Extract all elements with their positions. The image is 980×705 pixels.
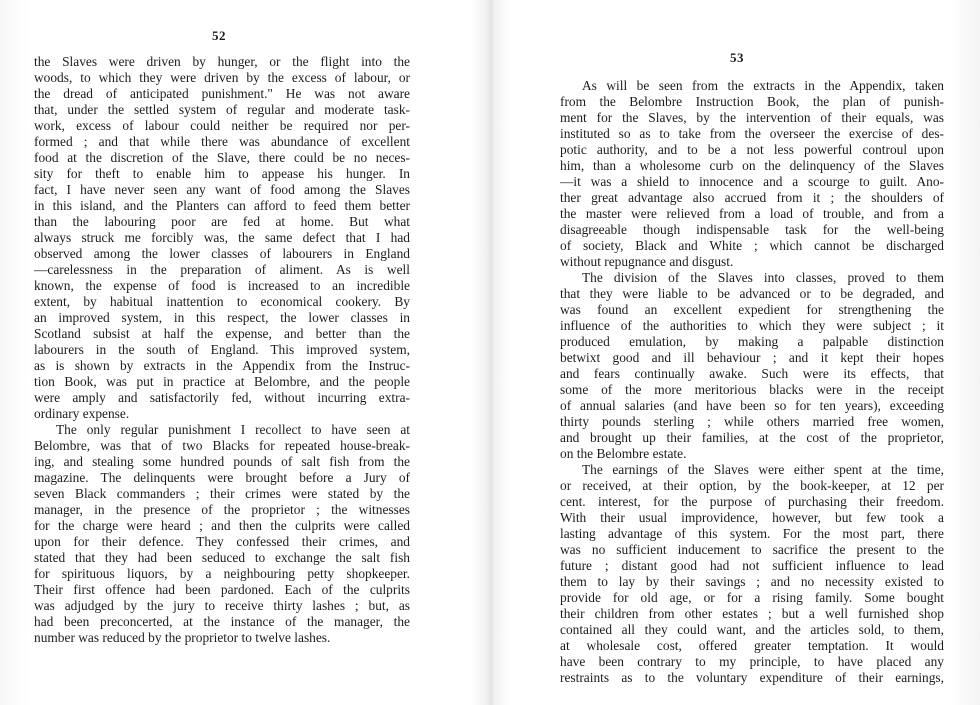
text-line: from the Belombre Instruction Book, the plan of punish- [560,94,944,109]
text-line: for spirituous liquors, by a neighbouring petty shopkeeper. [34,566,410,581]
text-line: them to lay by their savings ; and no necessity existed to [560,574,944,589]
text-line: and brought up their families, at the cost of the proprietor, [560,430,944,445]
text-line: some of the more meritorious blacks were in the receipt [560,382,944,397]
text-line: fact, I have never seen any want of food among the Slaves [34,182,410,197]
text-line: than the labouring poor are fed at home. But what [34,214,410,229]
text-line: food at the discretion of the Slave, there could be no neces- [34,150,410,165]
text-line: that they were liable to be advanced or to be degraded, and [560,286,944,301]
text-line: an improved system, in this respect, the lower classes in [34,310,410,325]
text-line: cent. interest, for the purpose of purchasing their freedom. [560,494,944,509]
text-line: The earnings of the Slaves were either spent at the time, [582,462,944,477]
text-line: have been contrary to my principle, to have placed any [560,654,944,669]
text-line: restraints as to the voluntary expenditure of their earnings, [560,670,944,685]
text-line: the dread of anticipated punishment." He was not aware [34,86,410,101]
text-line: on the Belombre estate. [560,446,687,461]
text-line: the Slaves were driven by hunger, or the flight into the [34,54,410,69]
text-line: magazine. The delinquents were brought before a Jury of [34,470,410,485]
text-line: contained all they could want, and the articles sold, to them, [560,622,944,637]
text-line: —it was a shield to innocence and a scourge to guilt. Ano- [560,174,944,189]
text-line: tion Book, was put in practice at Belombre, and the people [34,374,410,389]
text-line: ther great advantage also accrued from it ; the shoulders of [560,190,944,205]
page-number: 53 [730,50,744,65]
page-number: 52 [212,28,226,43]
text-line: stated that they had been seduced to exchange the salt fish [34,550,410,565]
text-line: disagreeable though indispensable task for the well-being [560,222,944,237]
text-line: Their first offence had been pardoned. Each of the culprits [34,582,410,597]
text-line: was no sufficient inducement to sacrifice the present to the [560,542,944,557]
text-line: Belombre, was that of two Blacks for repeated house-break- [34,438,410,453]
text-line: number was reduced by the proprietor to twelve lashes. [34,630,331,645]
text-line: As will be seen from the extracts in the Appendix, taken [582,78,944,93]
text-line: provide for old age, or for a rising family. Some bought [560,590,944,605]
text-line: had been preconcerted, at the instance of the manager, the [34,614,410,629]
text-line: future ; distant good had not sufficient influence to lead [560,558,944,573]
text-line: the master were relieved from a load of trouble, and from a [560,206,944,221]
text-line: The division of the Slaves into classes, proved to them [582,270,944,285]
text-line: woods, to which they were driven by the excess of labour, or [34,70,410,85]
text-line: ment for the Slaves, by the intervention of their equals, was [560,110,944,125]
text-line: observed among the lower classes of labourers in England [34,246,410,261]
text-line: thirty pounds sterling ; while others married free women, [560,414,944,429]
text-line: that, under the settled system of regular and moderate task- [34,102,410,117]
text-line: ordinary expense. [34,406,130,421]
text-line: The only regular punishment I recollect to have seen at [56,422,410,437]
text-line: lasting advantage of this system. For the most part, there [560,526,944,541]
text-line: as is shown by extracts in the Appendix from the Instruc- [34,358,410,373]
text-line: was adjudged by the jury to receive thirty lashes ; but, as [34,598,410,613]
text-line: sity for theft to enable him to appease his hunger. In [34,166,410,181]
text-line: known, the expense of food is increased to an incredible [34,278,410,293]
book-gutter [487,0,495,705]
text-line: produced emulation, by making a palpable distinction [560,334,944,349]
text-line: or received, at their option, by the book-keeper, at 12 per [560,478,944,493]
text-line: manager, in the presence of the proprietor ; the witnesses [34,502,410,517]
text-line: of annual salaries (and have been so for ten years), exceeding [560,398,944,413]
text-line: upon for their defence. They confessed their crimes, and [34,534,410,549]
text-line: influence of the authorities to which they were subject ; it [560,318,944,333]
text-line: always struck me forcibly was, the same defect that I had [34,230,410,245]
text-line: him, than a wholesome curb on the delinquency of the Slaves [560,158,944,173]
text-line: and fears continually awake. Such were its effects, that [560,366,944,381]
text-line: was found an excellent expedient for strengthening the [560,302,944,317]
text-line: seven Black commanders ; their crimes were stated by the [34,486,410,501]
text-line: labourers in the south of England. This improved system, [34,342,410,357]
text-line: at wholesale cost, offered greater temptation. It would [560,638,944,653]
text-line: ing, and stealing some hundred pounds of salt fish from the [34,454,410,469]
text-line: extent, by habitual inattention to economical cookery. By [34,294,410,309]
text-line: in this island, and the Planters can afford to feed them better [34,198,410,213]
text-line: were amply and satisfactorily fed, without incurring extra- [34,390,410,405]
text-line: potic authority, and to be a not less powerful controul upon [560,142,944,157]
text-line: formed ; and that while there was abundance of excellent [34,134,410,149]
text-line: Scotland subsist at half the expense, and better than the [34,326,410,341]
text-line: —carelessness in the preparation of aliment. As is well [34,262,410,277]
text-line: work, excess of labour could neither be required nor per- [34,118,410,133]
text-line: With their usual improvidence, however, but few took a [560,510,944,525]
text-line: their children from other estates ; but a well furnished shop [560,606,944,621]
text-line: without repugnance and disgust. [560,254,734,269]
text-line: instituted so as to take from the overseer the exercise of des- [560,126,944,141]
text-line: for the charge were heard ; and then the culprits were called [34,518,410,533]
text-line: of society, Black and White ; which cannot be discharged [560,238,944,253]
text-line: betwixt good and ill behaviour ; and it kept their hopes [560,350,944,365]
